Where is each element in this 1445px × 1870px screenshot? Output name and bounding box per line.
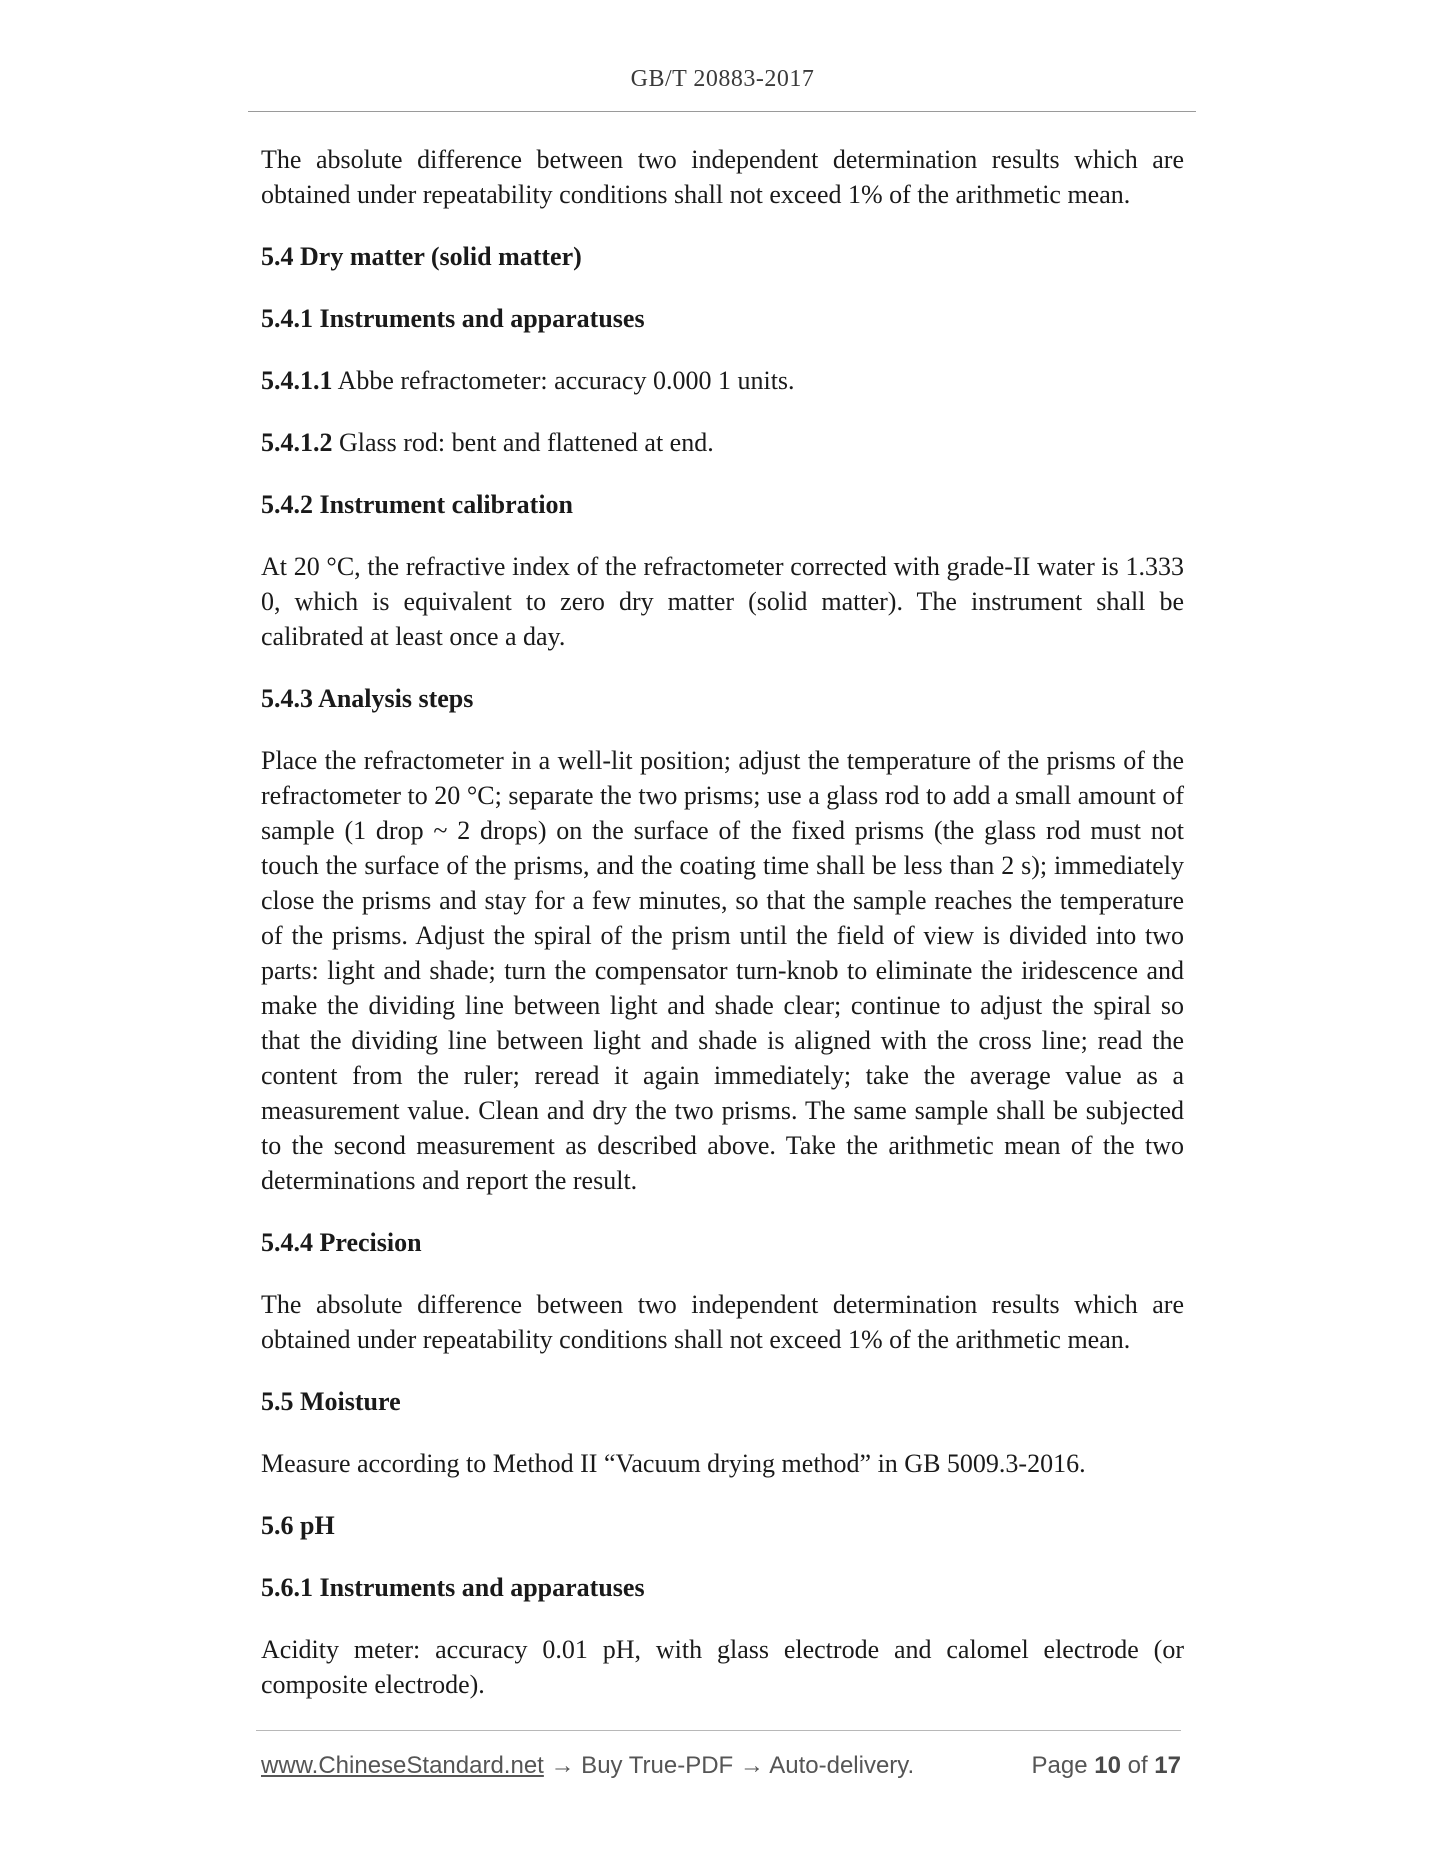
promo-text: → Buy True-PDF → Auto-delivery. (543, 1752, 915, 1779)
document-body (261, 142, 1184, 1729)
footer-divider (256, 1730, 1181, 1731)
calibration-paragraph: At 20 °C, the refractive index of the refractometer corrected with grade-II water is 1.333 0, which is equivalent to zero dry matter (solid matter). The instrument shall be calibrated at least once a day. (261, 552, 1184, 651)
analysis-steps-paragraph: Place the refractometer in a well-lit position; adjust the temperature of the prisms of the refractometer to 20 °C; separate the two prisms; use a glass rod to add a small amount of sample (1 drop ~ 2 drops) on the surface of the fixed prisms (the glass rod must not touch the surface of the prisms, and the coating time shall be less than 2 s); immediately close the prisms and stay for a few minutes, so that the sample reaches the temperature of the prisms. Adjust the spiral of the prism until the field of view is divided into two parts: light and shade; turn the compensator turn-knob to eliminate the iridescence and make the dividing line between light and shade clear; continue to adjust the spiral so that the dividing line between light and shade is aligned with the cross line; read the content from the ruler; reread it again immediately; take the average value as a measurement value. Clean and dry the two prisms. The same sample shall be subjected to the second measurement as described above. Take the arithmetic mean of the two determinations and report the result. (261, 746, 1184, 1195)
clause-number: 5.4.1.1 (261, 366, 333, 395)
page-of-label: of (1120, 1752, 1155, 1779)
section-heading-5-5: 5.5 Moisture (261, 1387, 401, 1416)
current-page-number: 10 (1094, 1752, 1121, 1779)
page-indicator (1032, 1752, 1181, 1780)
moisture-paragraph: Measure according to Method II “Vacuum drying method” in GB 5009.3-2016. (261, 1449, 1086, 1478)
header-divider (248, 111, 1196, 112)
section-heading-5-6: 5.6 pH (261, 1511, 335, 1540)
footer-promo (261, 1752, 914, 1780)
acidity-meter-paragraph: Acidity meter: accuracy 0.01 pH, with glass electrode and calomel electrode (or composite electrode). (261, 1635, 1184, 1699)
website-link[interactable]: www.ChineseStandard.net (261, 1752, 544, 1779)
section-heading-5-6-1: 5.6.1 Instruments and apparatuses (261, 1573, 645, 1602)
precision-paragraph: The absolute difference between two independent determination results which are obtained under repeatability conditions shall not exceed 1% of the arithmetic mean. (261, 145, 1184, 209)
precision-paragraph-2: The absolute difference between two independent determination results which are obtained under repeatability conditions shall not exceed 1% of the arithmetic mean. (261, 1290, 1184, 1354)
document-code: GB/T 20883-2017 (630, 66, 815, 92)
total-pages-number: 17 (1154, 1752, 1181, 1779)
clause-text: Glass rod: bent and flattened at end. (332, 428, 714, 457)
clause-5-4-1-2 (261, 425, 1184, 460)
section-heading-5-4: 5.4 Dry matter (solid matter) (261, 242, 582, 271)
section-heading-5-4-2: 5.4.2 Instrument calibration (261, 490, 573, 519)
section-heading-5-4-3: 5.4.3 Analysis steps (261, 684, 474, 713)
section-heading-5-4-1: 5.4.1 Instruments and apparatuses (261, 304, 645, 333)
page-label: Page (1031, 1752, 1095, 1779)
clause-5-4-1-1 (261, 363, 1184, 398)
section-heading-5-4-4: 5.4.4 Precision (261, 1228, 422, 1257)
clause-number: 5.4.1.2 (261, 428, 333, 457)
clause-text: Abbe refractometer: accuracy 0.000 1 units. (332, 366, 795, 395)
